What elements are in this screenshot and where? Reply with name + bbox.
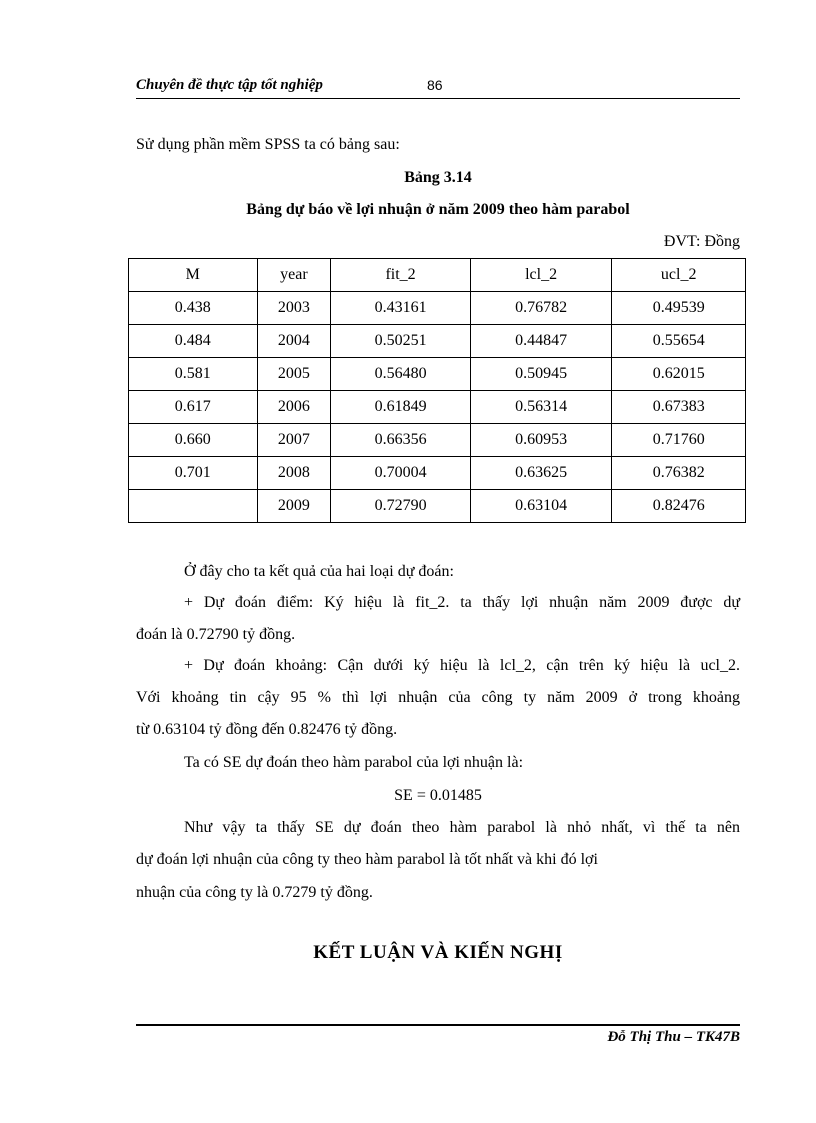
table-cell: 0.581 xyxy=(129,358,258,391)
table-header-row xyxy=(129,259,746,292)
paragraph-1: Ở đây cho ta kết quả của hai loại dự đoán: xyxy=(184,563,454,580)
header-title: Chuyên đề thực tập tốt nghiệp xyxy=(136,77,323,93)
table-title: Bảng dự báo về lợi nhuận ở năm 2009 theo hàm parabol xyxy=(246,201,630,218)
table-number: Bảng 3.14 xyxy=(404,169,472,186)
forecast-table xyxy=(128,258,746,523)
footer-author: Đỗ Thị Thu – TK47B xyxy=(607,1029,740,1045)
table-header-cell: lcl_2 xyxy=(470,259,612,292)
table-cell: 0.71760 xyxy=(612,424,746,457)
table-cell xyxy=(129,490,258,523)
table-cell: 2005 xyxy=(257,358,331,391)
table-cell: 0.438 xyxy=(129,292,258,325)
paragraph-5-line-1: Như vậy ta thấy SE dự đoán theo hàm parabol là nhỏ nhất, vì thế ta nên xyxy=(184,819,740,836)
paragraph-5-line-2: dự đoán lợi nhuận của công ty theo hàm parabol là tốt nhất và khi đó lợi xyxy=(136,851,598,868)
paragraph-2-line-2: đoán là 0.72790 tỷ đồng. xyxy=(136,626,296,643)
table-cell: 0.63625 xyxy=(470,457,612,490)
table-row xyxy=(129,292,746,325)
table-cell: 0.61849 xyxy=(331,391,471,424)
paragraph-3-line-1: + Dự đoán khoảng: Cận dưới ký hiệu là lcl_2, cận trên ký hiệu là ucl_2. xyxy=(184,657,740,674)
table-row xyxy=(129,424,746,457)
table-cell: 0.82476 xyxy=(612,490,746,523)
table-row xyxy=(129,457,746,490)
page-number: 86 xyxy=(427,77,443,93)
table-cell: 0.56480 xyxy=(331,358,471,391)
table-header-cell: ucl_2 xyxy=(612,259,746,292)
table-header-cell: year xyxy=(257,259,331,292)
section-heading: KẾT LUẬN VÀ KIẾN NGHỊ xyxy=(313,942,563,963)
table-cell: 0.660 xyxy=(129,424,258,457)
table-header-cell: M xyxy=(129,259,258,292)
table-cell: 0.76782 xyxy=(470,292,612,325)
paragraph-5-line-3: nhuận của công ty là 0.7279 tỷ đồng. xyxy=(136,884,373,901)
footer-rule xyxy=(136,1024,740,1026)
table-cell: 0.56314 xyxy=(470,391,612,424)
table-cell: 0.49539 xyxy=(612,292,746,325)
table-cell: 0.60953 xyxy=(470,424,612,457)
table-header-cell: fit_2 xyxy=(331,259,471,292)
table-cell: 0.70004 xyxy=(331,457,471,490)
table-cell: 0.701 xyxy=(129,457,258,490)
table-cell: 0.76382 xyxy=(612,457,746,490)
table-cell: 0.484 xyxy=(129,325,258,358)
table-cell: 0.55654 xyxy=(612,325,746,358)
table-cell: 2009 xyxy=(257,490,331,523)
table-cell: 0.63104 xyxy=(470,490,612,523)
table-cell: 2006 xyxy=(257,391,331,424)
table-row xyxy=(129,358,746,391)
table-row xyxy=(129,325,746,358)
table-cell: 0.617 xyxy=(129,391,258,424)
table-cell: 0.43161 xyxy=(331,292,471,325)
table-cell: 2007 xyxy=(257,424,331,457)
formula: SE = 0.01485 xyxy=(394,787,482,804)
table-cell: 0.66356 xyxy=(331,424,471,457)
table-cell: 2008 xyxy=(257,457,331,490)
intro-text: Sử dụng phần mềm SPSS ta có bảng sau: xyxy=(136,136,400,153)
table-cell: 2003 xyxy=(257,292,331,325)
page-header xyxy=(136,76,740,99)
paragraph-3-line-2: Với khoảng tin cậy 95 % thì lợi nhuận của công ty năm 2009 ở trong khoảng xyxy=(136,689,740,706)
table-cell: 0.72790 xyxy=(331,490,471,523)
paragraph-4: Ta có SE dự đoán theo hàm parabol của lợi nhuận là: xyxy=(184,754,524,771)
table-cell: 0.67383 xyxy=(612,391,746,424)
table-cell: 0.44847 xyxy=(470,325,612,358)
table-cell: 0.50945 xyxy=(470,358,612,391)
table-row xyxy=(129,391,746,424)
table-cell: 0.62015 xyxy=(612,358,746,391)
table-cell: 2004 xyxy=(257,325,331,358)
paragraph-2-line-1: + Dự đoán điểm: Ký hiệu là fit_2. ta thấy lợi nhuận năm 2009 được dự xyxy=(184,594,740,611)
paragraph-3-line-3: từ 0.63104 tỷ đồng đến 0.82476 tỷ đồng. xyxy=(136,721,398,738)
table-cell: 0.50251 xyxy=(331,325,471,358)
table-row xyxy=(129,490,746,523)
table-unit: ĐVT: Đồng xyxy=(663,233,740,250)
